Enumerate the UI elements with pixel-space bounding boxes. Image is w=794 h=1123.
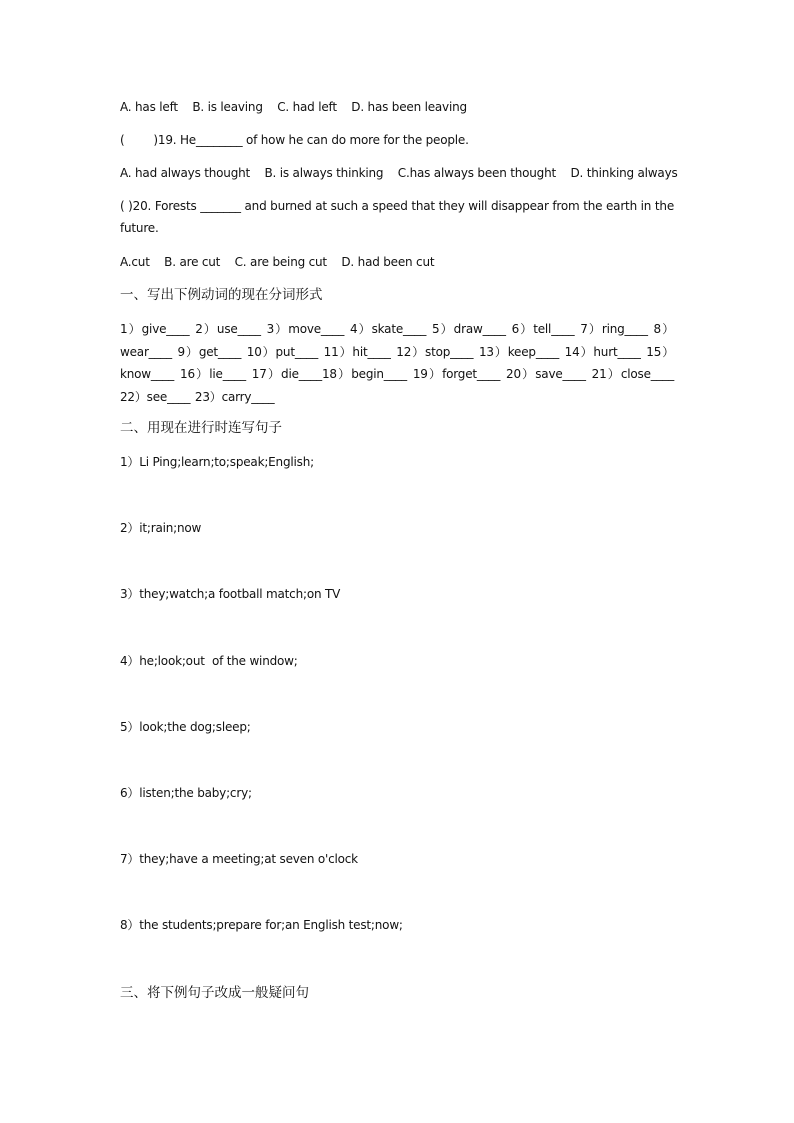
q20-stem: ( )20. Forests _______ and burned at such a speed that they will disappear from the earth in the future. [120,199,674,235]
section3-heading: 三、将下例句子改成一般疑问句 [120,985,309,1001]
verb-list: 1）give____ 2）use____ 3）move____ 4）skate____ 5）draw____ 6）tell____ 7）ring____ 8）wear____ 9）get____ 10）put____ 11）hit____ 12）stop____ 13）keep____ 14）hurt____ 15）know____ 16）lie____ 17）die____18）begin____ 19）forget____ 20）save____ 21）close____ 22）see____ 23）carry____ [120,322,674,404]
section1-heading: 一、写出下例动词的现在分词形式 [120,287,323,303]
q18-options: A. has left B. is leaving C. had left D. has been leaving [120,100,467,114]
sentence-item-1: 1）Li Ping;learn;to;speak;English; [120,455,314,469]
sentence-item-6: 6）listen;the baby;cry; [120,786,252,800]
worksheet-page [120,0,676,1123]
sentence-item-3: 3）they;watch;a football match;on TV [120,587,341,601]
sentence-item-4: 4）he;look;out of the window; [120,654,298,668]
sentence-item-2: 2）it;rain;now [120,521,202,535]
q19-stem: ( )19. He________ of how he can do more for the people. [120,133,469,147]
q20-options: A.cut B. are cut C. are being cut D. had been cut [120,255,435,269]
sentence-item-7: 7）they;have a meeting;at seven o'clock [120,852,358,866]
section2-heading: 二、用现在进行时连写句子 [120,420,282,436]
sentence-item-5: 5）look;the dog;sleep; [120,720,251,734]
q19-options: A. had always thought B. is always thinking C.has always been thought D. thinking always [120,166,678,180]
sentence-item-8: 8）the students;prepare for;an English test;now; [120,918,403,932]
